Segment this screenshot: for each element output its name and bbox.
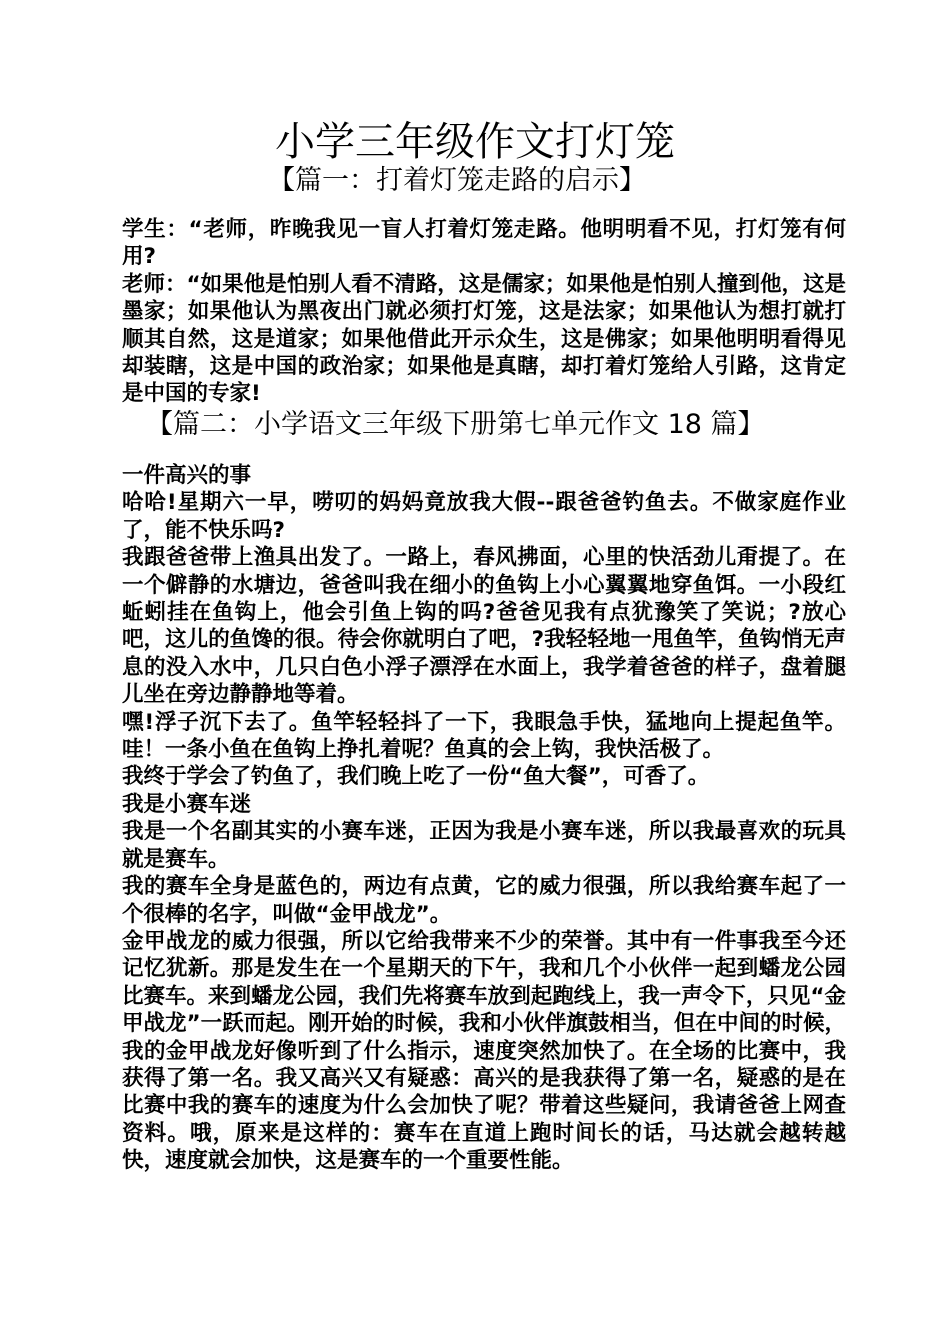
essay-title: 一件高兴的事 [122, 463, 252, 488]
paragraph: 嘿!浮子沉下去了。鱼竿轻轻抖了一下，我眼急手快，猛地向上提起鱼竿。哇！一条小鱼在鱼钩上挣扎着呢？鱼真的会上钩，我快活极了。 [122, 709, 846, 763]
paragraph: 哈哈!星期六一早，唠叨的妈妈竟放我大假--跟爸爸钓鱼去。不做家庭作业了，能不快乐吗? [122, 490, 846, 543]
paragraph: 金甲战龙的威力很强，所以它给我带来不少的荣誉。其中有一件事我至今还记忆犹新。那是发生在一个星期天的下午，我和几个小伙伴一起到蟠龙公园比赛车。来到蟠龙公园，我们先将赛车放到起跑线上，我一声令下，只见“金甲战龙”一跃而起。刚开始的时候，我和小伙伴旗鼓相当，但在中间的时候，我的金甲战龙好像听到了什么指示，速度突然加快了。在全场的比赛中，我获得了第一名。我又高兴又有疑惑：高兴的是我获得了第一名，疑惑的是在比赛中我的赛车的速度为什么会加快了呢？带着这些疑问，我请爸爸上网查资料。哦，原来是这样的：赛车在直道上跑时间长的话，马达就会越转越快，速度就会加快，这是赛车的一个重要性能。 [122, 928, 846, 1174]
document-title: 小学三年级作文打灯笼 [275, 119, 675, 165]
paragraph: 老师：“如果他是怕别人看不清路，这是儒家；如果他是怕别人撞到他，这是墨家；如果他认为黑夜出门就必须打灯笼，这是法家；如果他认为想打就打顺其自然，这是道家；如果他借此开示众生，这是佛家；如果他明明看得见却装瞎，这是中国的政治家；如果他是真瞎，却打着灯笼给人引路，这肯定是中国的专家! [122, 271, 846, 407]
paragraph: 我跟爸爸带上渔具出发了。一路上，春风拂面，心里的快活劲儿甭提了。在一个僻静的水塘边，爸爸叫我在细小的鱼钩上小心翼翼地穿鱼饵。一小段红蚯蚓挂在鱼钩上，他会引鱼上钩的吗?爸爸见我有点犹豫笑了笑说；?放心吧，这儿的鱼馋的很。待会你就明白了吧，?我轻轻地一甩鱼竿，鱼钩悄无声息的没入水中，几只白色小浮子漂浮在水面上，我学着爸爸的样子，盘着腿儿坐在旁边静静地等着。 [122, 545, 846, 708]
section-1-body [116, 216, 846, 408]
essay-title: 我是小赛车迷 [122, 791, 252, 817]
section-heading-2: 【篇二：小学语文三年级下册第七单元作文 18 篇】 [146, 409, 765, 440]
paragraph: 我终于学会了钓鱼了，我们晚上吃了一份“鱼大餐”，可香了。 [122, 764, 710, 790]
section-2-body [116, 462, 846, 1175]
section-heading-1: 【篇一：打着灯笼走路的启示】 [268, 165, 646, 196]
paragraph: 我的赛车全身是蓝色的，两边有点黄，它的威力很强，所以我给赛车起了一个很棒的名字，叫做“金甲战龙”。 [122, 874, 846, 927]
paragraph: 学生：“老师，昨晚我见一盲人打着灯笼走路。他明明看不见，打灯笼有何用? [122, 217, 846, 270]
paragraph: 我是一个名副其实的小赛车迷，正因为我是小赛车迷，所以我最喜欢的玩具就是赛车。 [122, 819, 846, 872]
